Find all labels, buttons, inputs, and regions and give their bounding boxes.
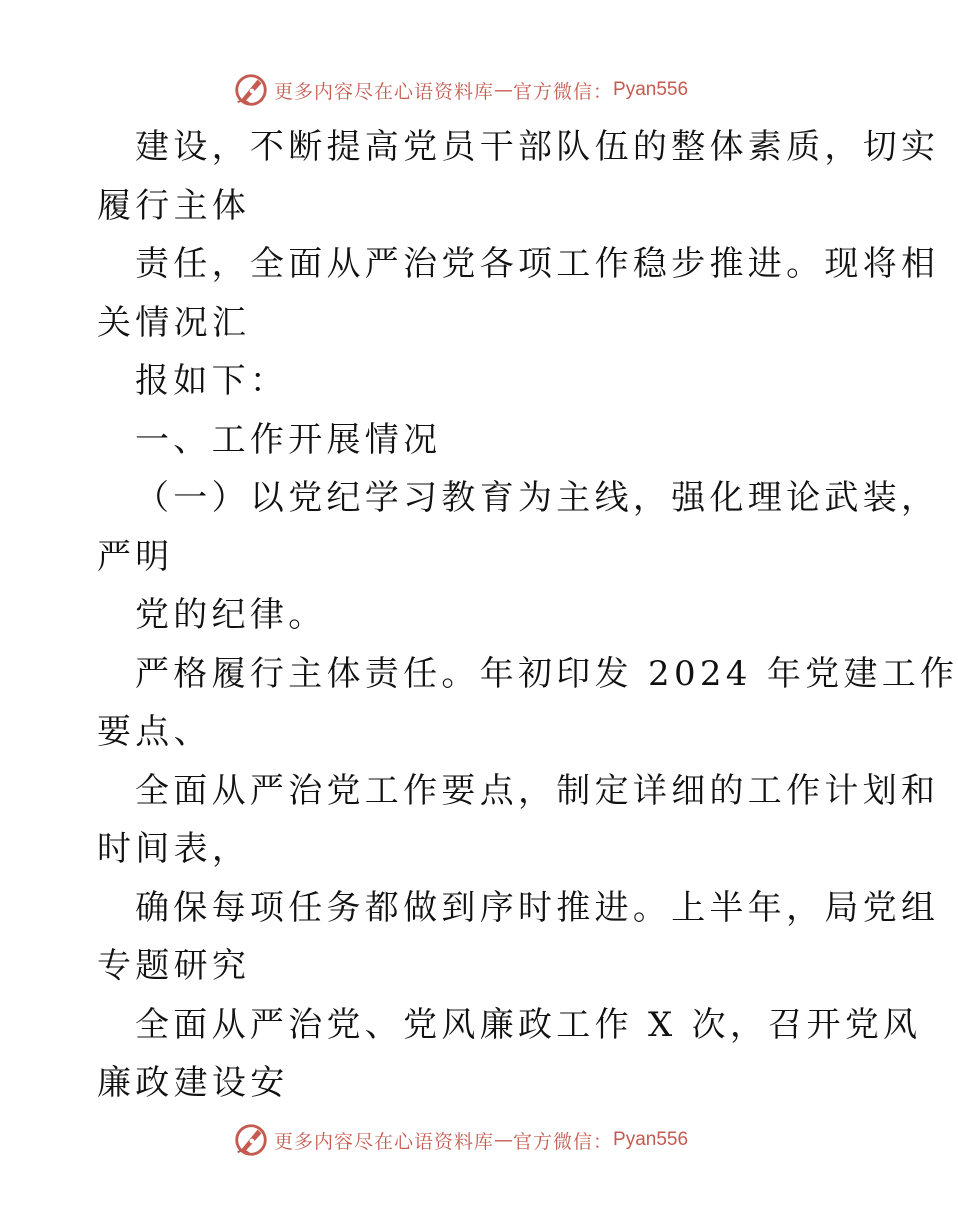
footer-watermark xyxy=(232,1120,688,1160)
watermark-separator: — xyxy=(494,1129,514,1151)
watermark-text: 更多内容尽在心语资料库 xyxy=(274,1130,495,1153)
watermark-separator: — xyxy=(494,79,514,101)
watermark-label: 官方微信： xyxy=(513,1130,614,1153)
text-line: （一）以党纪学习教育为主线，强化理论武装， xyxy=(135,478,940,518)
text-line: 廉政建设安 xyxy=(97,1063,289,1103)
text-line: 全面从严治党工作要点，制定详细的工作计划和 xyxy=(135,770,940,811)
watermark-label: 官方微信： xyxy=(513,80,614,103)
header-watermark xyxy=(232,70,688,110)
text-line: 关情况汇 xyxy=(97,302,251,343)
text-line: 党的纪律。 xyxy=(135,595,327,635)
text-line: 建设，不断提高党员干部队伍的整体素质，切实 xyxy=(135,127,940,167)
watermark-id: Pyan556 xyxy=(613,1129,689,1150)
pen-nib-logo-icon xyxy=(232,1121,270,1159)
text-line: 履行主体 xyxy=(97,185,251,226)
text-line: 要点、 xyxy=(97,712,212,752)
text-line: 专题研究 xyxy=(97,946,251,986)
text-line: 报如下： xyxy=(135,361,289,401)
text-line: 严明 xyxy=(97,536,174,577)
text-line: 全面从严治党、党风廉政工作 X 次，召开党风 xyxy=(135,1004,922,1045)
text-line: 确保每项任务都做到序时推进。上半年，局党组 xyxy=(135,887,940,928)
text-line: 责任，全面从严治党各项工作稳步推进。现将相 xyxy=(135,244,940,284)
document-body xyxy=(97,118,958,1113)
text-line: 一、工作开展情况 xyxy=(135,419,442,460)
watermark-id: Pyan556 xyxy=(613,79,689,100)
text-line: 时间表， xyxy=(97,829,251,869)
pen-nib-logo-icon xyxy=(232,71,270,109)
text-line: 严格履行主体责任。年初印发 2024 年党建工作 xyxy=(135,653,958,694)
watermark-text: 更多内容尽在心语资料库 xyxy=(274,80,495,103)
